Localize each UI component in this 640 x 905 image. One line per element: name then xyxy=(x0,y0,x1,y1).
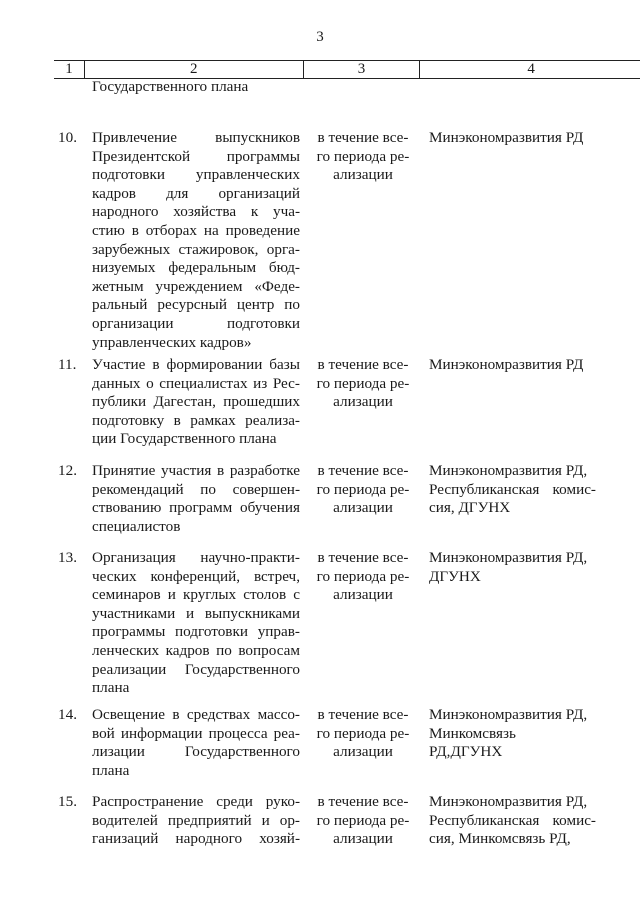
description-line: специалистов xyxy=(92,517,181,535)
continuation-text: Государственного плана xyxy=(92,78,249,95)
row-term xyxy=(311,549,415,605)
description-line: водителей предприятий и ор- xyxy=(92,811,300,829)
term-line: ализации xyxy=(333,743,393,761)
description-line: плана xyxy=(92,761,130,779)
term-line: ализации xyxy=(333,393,393,411)
description-line: низуемых федеральным бюд- xyxy=(92,259,300,277)
row-term xyxy=(311,793,415,849)
row-description xyxy=(92,793,300,849)
executor-line: Республиканская комис- xyxy=(429,811,596,829)
header-col-4: 4 xyxy=(420,61,640,79)
description-line: ленческих кадров по вопросам xyxy=(92,641,300,659)
executor-line: Минэкономразвития РД, xyxy=(429,462,588,479)
description-line: семинаров и круглых столов с xyxy=(92,586,300,604)
term-line: в течение все- xyxy=(317,549,409,566)
description-line: народного хозяйства к уча- xyxy=(92,203,300,221)
description-line: подготовки управленческих xyxy=(92,166,300,184)
row-term xyxy=(311,706,415,762)
description-line: участниками и выпускниками xyxy=(92,604,300,622)
executor-line: Минкомсвязь xyxy=(429,724,516,742)
row-number: 13. xyxy=(58,549,77,566)
row-executor xyxy=(429,462,596,518)
page-number: 3 xyxy=(316,29,324,45)
description-line: зарубежных стажировок, орга- xyxy=(92,240,300,258)
description-line: Президентской программы xyxy=(92,147,300,165)
description-line: вой информации процесса реа- xyxy=(92,724,300,742)
row-executor xyxy=(429,549,596,586)
term-line: в течение все- xyxy=(317,462,409,479)
description-line: ции Государственного плана xyxy=(92,430,277,448)
description-line: управленческих кадров» xyxy=(92,333,252,351)
executor-line: Минэкономразвития РД, xyxy=(429,549,588,566)
row-term xyxy=(311,462,415,518)
term-line: го периода ре- xyxy=(316,811,410,829)
header-col-3: 3 xyxy=(303,61,419,79)
executor-line: Минэкономразвития РД, xyxy=(429,793,588,810)
description-line: Принятие участия в разработке xyxy=(92,462,300,479)
description-line: стию в отборах на проведение xyxy=(92,221,300,239)
term-line: в течение все- xyxy=(317,356,409,373)
executor-line: РД,ДГУНХ xyxy=(429,743,503,761)
term-line: го периода ре- xyxy=(316,147,410,165)
row-executor xyxy=(429,356,596,375)
header-col-1: 1 xyxy=(54,61,84,79)
row-description xyxy=(92,356,300,449)
term-line: в течение все- xyxy=(317,129,409,146)
description-line: кадров для организаций xyxy=(92,184,300,202)
description-line: публики Дагестан, прошедших xyxy=(92,393,300,411)
description-line: ческих конференций, встреч, xyxy=(92,567,300,585)
executor-line: ДГУНХ xyxy=(429,567,481,585)
row-number: 11. xyxy=(58,356,77,373)
description-line: подготовку в рамках реализа- xyxy=(92,411,300,429)
term-line: ализации xyxy=(333,586,393,604)
description-line: ганизаций народного хозяй- xyxy=(92,830,300,848)
executor-line: Республиканская комис- xyxy=(429,480,596,498)
term-line: го периода ре- xyxy=(316,724,410,742)
description-line: Освещение в средствах массо- xyxy=(92,706,300,723)
description-line: жетным учреждением «Феде- xyxy=(92,277,300,295)
description-line: Организация научно-практи- xyxy=(92,549,300,566)
description-line: лизации Государственного xyxy=(92,743,300,761)
row-description xyxy=(92,549,300,698)
term-line: го периода ре- xyxy=(316,480,410,498)
term-line: в течение все- xyxy=(317,706,409,723)
description-line: Привлечение выпускников xyxy=(92,129,300,146)
row-number: 10. xyxy=(58,129,77,146)
row-description xyxy=(92,462,300,536)
description-line: программы подготовки управ- xyxy=(92,623,300,641)
row-term xyxy=(311,129,415,185)
executor-line: сия, Минкомсвязь РД, xyxy=(429,830,571,848)
term-line: ализации xyxy=(333,830,393,848)
description-line: ральный ресурсный центр по xyxy=(92,296,300,314)
term-line: в течение все- xyxy=(317,793,409,810)
description-line: реализации Государственного xyxy=(92,660,300,678)
row-executor xyxy=(429,793,596,849)
description-line: рекомендаций по совершен- xyxy=(92,480,300,498)
row-executor xyxy=(429,129,596,148)
term-line: ализации xyxy=(333,166,393,184)
term-line: го периода ре- xyxy=(316,567,410,585)
term-line: ализации xyxy=(333,499,393,517)
description-line: Участие в формировании базы xyxy=(92,356,300,373)
executor-line: Минэкономразвития РД, xyxy=(429,706,588,723)
executor-line: Минэкономразвития РД xyxy=(429,356,584,373)
description-line: плана xyxy=(92,679,130,697)
executor-line: сия, ДГУНХ xyxy=(429,499,511,517)
row-executor xyxy=(429,706,596,762)
row-number: 12. xyxy=(58,462,77,479)
description-line: данных о специалистах из Рес- xyxy=(92,374,300,392)
description-line: организации подготовки xyxy=(92,314,300,332)
description-line: ствованию программ обучения xyxy=(92,499,300,517)
executor-line: Минэкономразвития РД xyxy=(429,129,584,146)
table-header xyxy=(54,60,640,79)
row-number: 14. xyxy=(58,706,77,723)
row-number: 15. xyxy=(58,793,77,810)
header-col-2: 2 xyxy=(84,61,303,79)
row-description xyxy=(92,129,300,352)
row-term xyxy=(311,356,415,412)
term-line: го периода ре- xyxy=(316,374,410,392)
row-description xyxy=(92,706,300,780)
description-line: Распространение среди руко- xyxy=(92,793,300,810)
